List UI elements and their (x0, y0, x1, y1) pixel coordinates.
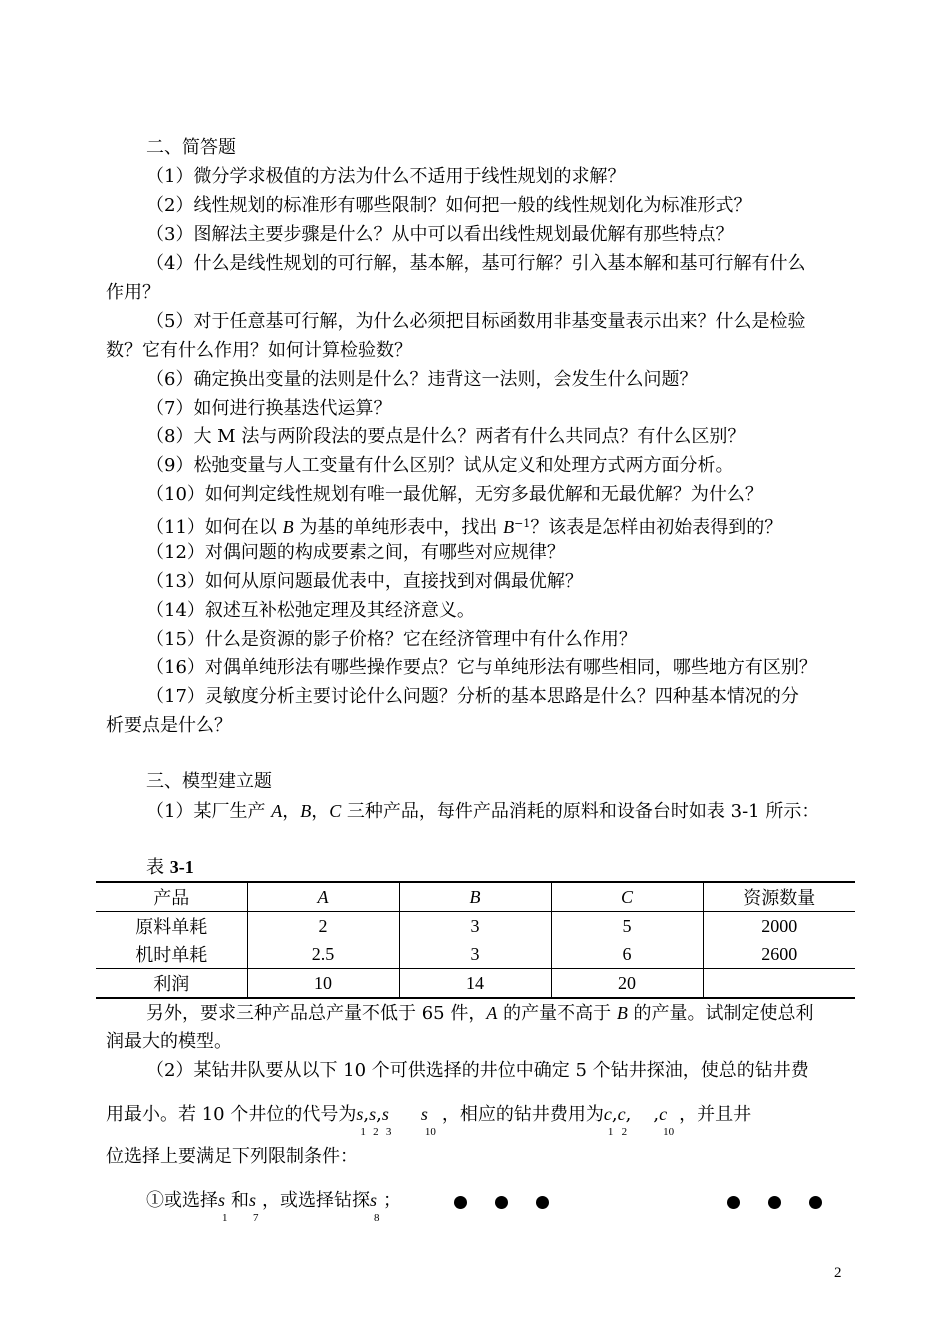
table-header-cell: 资源数量 (703, 882, 855, 912)
table-cell: 2000 (703, 912, 855, 941)
section2-title: 二、简答题 (146, 137, 236, 158)
var-c1-letter: c (603, 1104, 612, 1124)
question-17-line2: 析要点是什么？ (106, 715, 232, 736)
var-s8 (370, 1189, 380, 1224)
var-s3 (381, 1103, 392, 1138)
var-s10-letter: s (420, 1104, 428, 1124)
var-c10-letter: c (659, 1104, 668, 1124)
p1-post: 三种产品，每件产品消耗的原料和设备台时如表 3-1 所示： (341, 801, 820, 822)
var-s2-letter: s (369, 1104, 377, 1124)
table-header-cell: 产品 (96, 882, 247, 912)
question-7: （7）如何进行换基迭代运算？ (146, 398, 392, 419)
var-s3-sub: 3 (385, 1126, 392, 1138)
var-c2-letter: c (617, 1104, 626, 1124)
problem-1 (146, 800, 819, 823)
question-8: （8）大 M 法与两阶段法的要点是什么？两者有什么共同点？有什么区别？ (146, 426, 746, 447)
note-var-a: A (486, 1003, 498, 1023)
table-header-row (96, 882, 855, 912)
question-3: （3）图解法主要步骤是什么？从中可以看出线性规划最优解有那些特点？ (146, 224, 734, 245)
var-s7-sub: 7 (253, 1212, 259, 1224)
question-2: （2）线性规划的标准形有哪些限制？如何把一般的线性规划化为标准形式？ (146, 195, 752, 216)
var-c10-sub: 10 (663, 1126, 675, 1138)
bullet-dot (768, 1196, 781, 1209)
table-row (96, 940, 855, 969)
var-c1 (603, 1103, 614, 1138)
question-12: （12）对偶问题的构成要素之间，有哪些对应规律？ (146, 542, 565, 563)
table-caption-number: 3-1 (169, 857, 194, 877)
table-header-cell: C (551, 882, 703, 912)
table-3-1 (96, 881, 855, 999)
bullet-dot (454, 1196, 467, 1209)
table-cell: 机时单耗 (96, 940, 247, 969)
q11-post: ？该表是怎样由初始表得到的？ (530, 517, 783, 538)
problem-1-note-line2: 润最大的模型。 (106, 1031, 232, 1052)
comma: , (376, 1104, 382, 1125)
comma: , (611, 1104, 618, 1125)
c1-pre: ①或选择 (146, 1190, 218, 1211)
var-c2 (617, 1103, 628, 1138)
var-c1-sub: 1 (607, 1126, 614, 1138)
question-15: （15）什么是资源的影子价格？它在经济管理中有什么作用？ (146, 629, 637, 650)
table-header-cell: A (247, 882, 399, 912)
table-cell: 2600 (703, 940, 855, 969)
table-row (96, 912, 855, 941)
table-cell (703, 969, 855, 999)
question-4-line1: （4）什么是线性规划的可行解，基本解，基可行解？引入基本解和基可行解有什么 (146, 253, 806, 274)
var-s1-letter: s (218, 1190, 226, 1210)
comma: , (653, 1104, 660, 1125)
question-5-line1: （5）对于任意基可行解，为什么必须把目标函数用非基变量表示出来？什么是检验 (146, 311, 806, 332)
var-c10 (659, 1103, 675, 1138)
var-s2 (369, 1103, 379, 1138)
comma: , (625, 1104, 632, 1125)
bullet-dot (495, 1196, 508, 1209)
question-14: （14）叙述互补松弛定理及其经济意义。 (146, 600, 475, 621)
q11-sup: −1 (514, 517, 531, 530)
question-9: （9）松弛变量与人工变量有什么区别？试从定义和处理方式两方面分析。 (146, 455, 734, 476)
question-11 (146, 513, 782, 539)
var-s7-letter: s (249, 1190, 257, 1210)
var-s1-sub: 1 (222, 1212, 228, 1224)
question-16: （16）对偶单纯形法有哪些操作要点？它与单纯形法有哪些相同，哪些地方有区别？ (146, 657, 817, 678)
var-s10-sub: 10 (424, 1126, 436, 1138)
table-header-cell: B (399, 882, 551, 912)
p1-var-b: B (300, 801, 312, 821)
problem-2-line2 (106, 1103, 752, 1138)
comma: , (363, 1104, 370, 1125)
table-cell: 14 (399, 969, 551, 999)
page-number: 2 (834, 1265, 842, 1281)
bullet-dot (727, 1196, 740, 1209)
p1-var-a: A (271, 801, 283, 821)
table-row (96, 969, 855, 999)
p1-sep2: ， (311, 801, 330, 822)
p1-var-c: C (329, 801, 342, 821)
bullet-dot (536, 1196, 549, 1209)
question-4-line2: 作用？ (106, 282, 160, 303)
table-caption-pre: 表 (146, 857, 170, 878)
var-s2-sub: 2 (373, 1126, 379, 1138)
table-cell: 3 (399, 912, 551, 941)
question-13: （13）如何从原问题最优表中，直接找到对偶最优解？ (146, 571, 583, 592)
table-cell: 10 (247, 969, 399, 999)
var-s1 (356, 1103, 366, 1138)
var-s7 (249, 1189, 259, 1224)
p2-mid: ，相应的钻井费用为 (441, 1104, 604, 1125)
section3-title: 三、模型建立题 (146, 771, 272, 792)
table-cell: 2 (247, 912, 399, 941)
c1-and: 和 (231, 1190, 250, 1211)
bullet-dot (809, 1196, 822, 1209)
note-post: 的产量。试制定使总利 (627, 1003, 814, 1024)
question-10: （10）如何判定线性规划有唯一最优解，无穷多最优解和无最优解？为什么？ (146, 484, 763, 505)
question-1: （1）微分学求极值的方法为什么不适用于线性规划的求解？ (146, 166, 626, 187)
table-cell: 2.5 (247, 940, 399, 969)
var-s1-sub: 1 (360, 1126, 366, 1138)
table-cell: 20 (551, 969, 703, 999)
table-cell: 6 (551, 940, 703, 969)
var-s8-letter: s (370, 1190, 378, 1210)
q11-var-b: B (282, 517, 294, 537)
c1-post: ； (383, 1190, 402, 1211)
var-s10 (420, 1103, 436, 1138)
question-6: （6）确定换出变量的法则是什么？违背这一法则，会发生什么问题？ (146, 369, 698, 390)
p2-pre: 用最小。若 10 个井位的代号为 (106, 1104, 357, 1125)
table-cell: 3 (399, 940, 551, 969)
condition-1 (146, 1189, 402, 1224)
note-var-b: B (616, 1003, 628, 1023)
p1-sep1: ， (282, 801, 301, 822)
problem-2-line3: 位选择上要满足下列限制条件： (106, 1146, 358, 1167)
p2-post: ，并且井 (679, 1104, 752, 1125)
p1-pre: （1）某厂生产 (146, 801, 272, 822)
problem-1-note-line1 (146, 1002, 814, 1025)
table-cell: 5 (551, 912, 703, 941)
q11-pre: （11）如何在以 (146, 517, 283, 538)
q11-mid: 为基的单纯形表中，找出 (293, 517, 504, 538)
note-mid: 的产量不高于 (497, 1003, 617, 1024)
var-s8-sub: 8 (374, 1212, 380, 1224)
note-pre: 另外，要求三种产品总产量不低于 65 件， (146, 1003, 487, 1024)
q11-var-b2: B (503, 517, 515, 537)
var-s1 (218, 1189, 228, 1224)
question-17-line1: （17）灵敏度分析主要讨论什么问题？分析的基本思路是什么？四种基本情况的分 (146, 686, 799, 707)
table-caption (146, 856, 194, 879)
var-s3-letter: s (381, 1104, 389, 1124)
var-s1-letter: s (356, 1104, 364, 1124)
table-cell: 利润 (96, 969, 247, 999)
table-cell: 原料单耗 (135, 917, 208, 938)
question-5-line2: 数？它有什么作用？如何计算检验数？ (106, 340, 412, 361)
problem-2-line1: （2）某钻井队要从以下 10 个可供选择的井位中确定 5 个钻井探油，使总的钻井费 (146, 1060, 809, 1081)
c1-mid: ，或选择钻探 (262, 1190, 371, 1211)
var-c2-sub: 2 (621, 1126, 628, 1138)
